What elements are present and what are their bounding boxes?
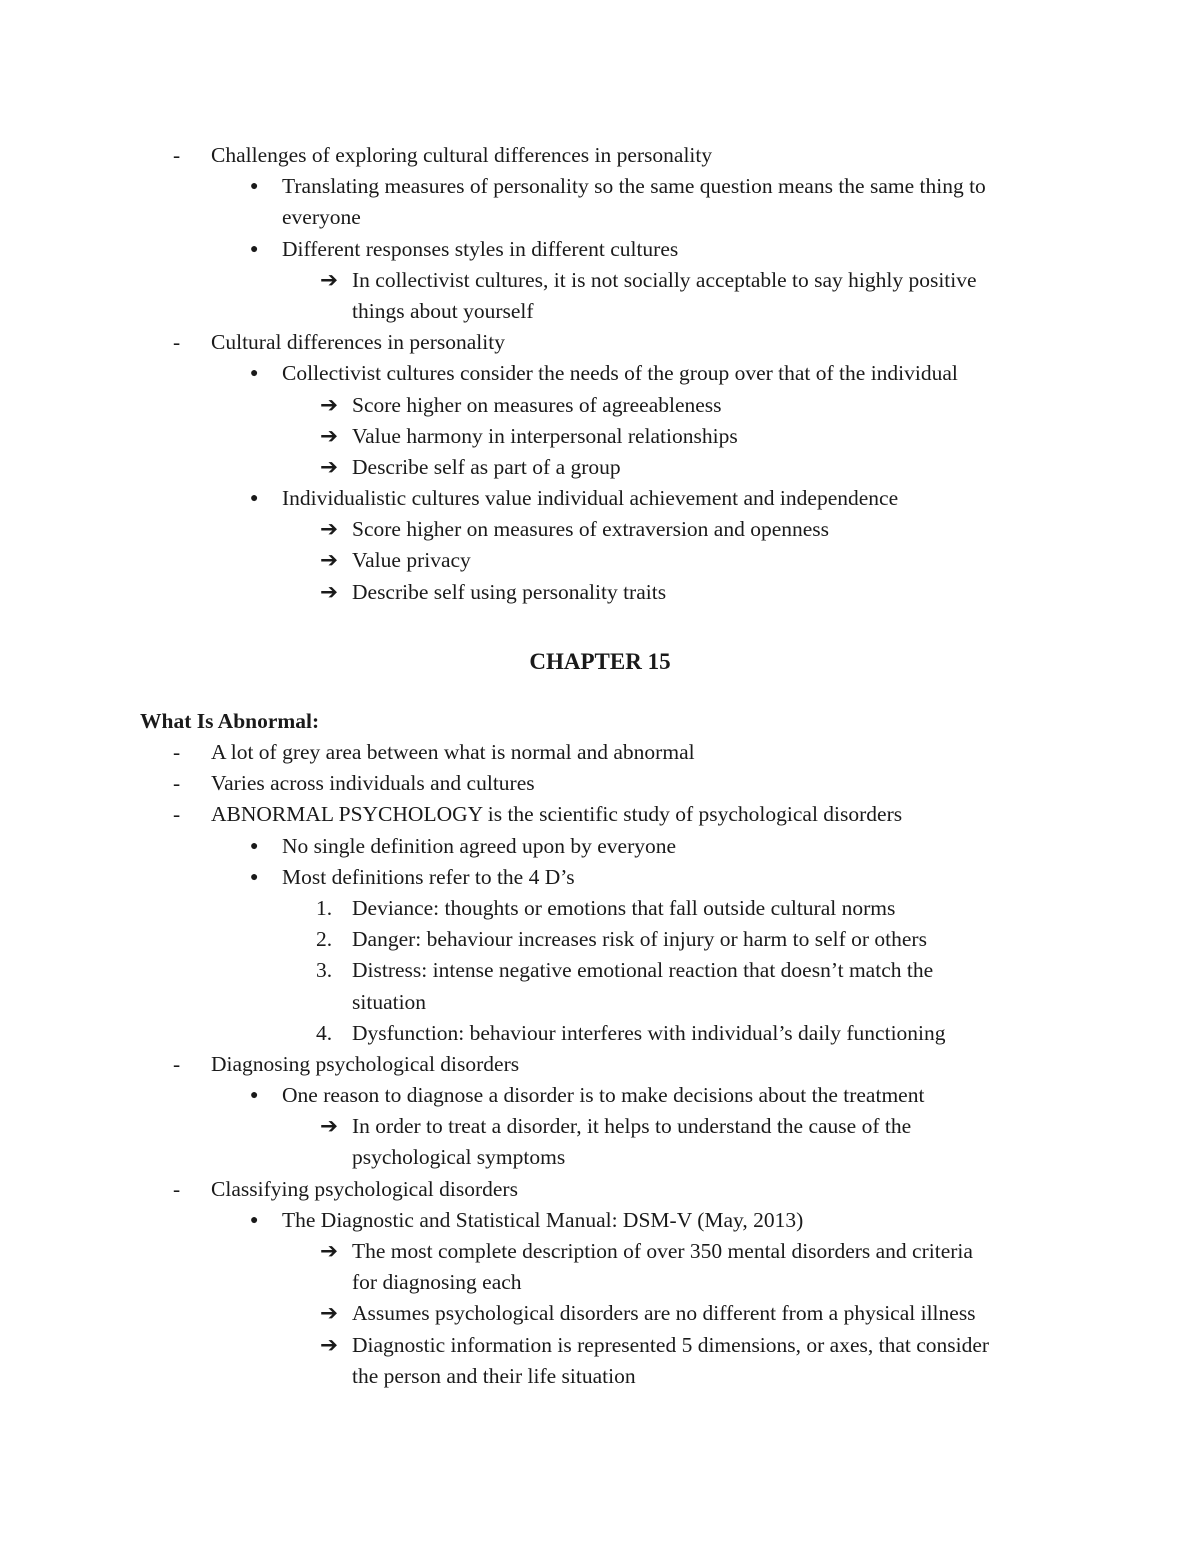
arrow-right-icon: ➔ <box>320 423 339 448</box>
list-line-text: Varies across individuals and cultures <box>211 771 535 796</box>
number-marker: 1. <box>316 895 333 920</box>
list-line-text: for diagnosing each <box>352 1270 522 1295</box>
list-line-text: Value harmony in interpersonal relationships <box>352 423 738 448</box>
list-line-text: Most definitions refer to the 4 D’s <box>282 864 575 889</box>
list-line-text: The Diagnostic and Statistical Manual: DSM-V (May, 2013) <box>282 1207 804 1232</box>
notes-section-abnormal <box>0 737 1200 1392</box>
document-page <box>0 140 1200 1392</box>
list-line-text: Score higher on measures of extraversion and openness <box>352 517 830 542</box>
bullet-icon: ● <box>250 838 259 854</box>
list-line <box>0 893 1200 924</box>
list-line-text: Translating measures of personality so the same question means the same thing to <box>282 174 986 199</box>
list-line-text: the person and their life situation <box>352 1363 636 1388</box>
list-line <box>0 955 1200 986</box>
list-line <box>0 799 1200 830</box>
arrow-right-icon: ➔ <box>320 517 339 542</box>
notes-section-personality <box>0 140 1200 608</box>
list-line-text: Value privacy <box>352 548 471 573</box>
list-line <box>0 296 1200 327</box>
dash-marker: - <box>173 802 181 827</box>
arrow-right-icon: ➔ <box>320 392 339 417</box>
bullet-icon: ● <box>250 179 259 195</box>
list-line-text: Deviance: thoughts or emotions that fall outside cultural norms <box>352 895 896 920</box>
arrow-right-icon: ➔ <box>320 1301 339 1326</box>
arrow-right-icon: ➔ <box>320 267 339 292</box>
dash-marker: - <box>173 1051 181 1076</box>
list-line <box>0 577 1200 608</box>
list-line <box>0 1236 1200 1267</box>
list-line-text: Describe self using personality traits <box>352 579 667 604</box>
list-line <box>0 1298 1200 1329</box>
dash-marker: - <box>173 143 181 167</box>
list-line-text: Different responses styles in different cultures <box>282 236 679 261</box>
list-line <box>0 202 1200 233</box>
dash-marker: - <box>173 771 181 796</box>
bullet-icon: ● <box>250 1212 259 1228</box>
list-line <box>0 1174 1200 1205</box>
number-marker: 2. <box>316 927 333 952</box>
list-line <box>0 390 1200 421</box>
list-line-text: Diagnosing psychological disorders <box>211 1051 520 1076</box>
list-line <box>0 452 1200 483</box>
chapter-heading: CHAPTER 15 <box>529 648 671 674</box>
list-line-text: Describe self as part of a group <box>352 454 621 479</box>
list-line <box>0 1330 1200 1361</box>
list-line <box>0 831 1200 862</box>
list-line <box>0 140 1200 171</box>
list-line <box>0 171 1200 202</box>
list-line-text: ABNORMAL PSYCHOLOGY is the scientific study of psychological disorders <box>211 802 903 827</box>
list-line-text: The most complete description of over 350 mental disorders and criteria <box>352 1239 973 1263</box>
list-line-text: Cultural differences in personality <box>211 330 505 355</box>
arrow-right-icon: ➔ <box>320 1114 339 1139</box>
list-line <box>0 358 1200 389</box>
list-line-text: psychological symptoms <box>352 1145 566 1170</box>
list-line <box>0 514 1200 545</box>
list-line-text: No single definition agreed upon by everyone <box>282 833 677 858</box>
list-line <box>0 1080 1200 1111</box>
list-line-text: everyone <box>282 205 361 230</box>
arrow-right-icon: ➔ <box>320 454 339 479</box>
list-line-text: In collectivist cultures, it is not socially acceptable to say highly positive <box>352 267 977 292</box>
list-line <box>0 768 1200 799</box>
bullet-icon: ● <box>250 241 259 257</box>
list-line <box>0 327 1200 358</box>
list-line <box>0 545 1200 576</box>
list-line <box>0 1142 1200 1173</box>
dash-marker: - <box>173 740 181 764</box>
list-line <box>0 924 1200 955</box>
dash-marker: - <box>173 330 181 355</box>
list-line <box>0 1049 1200 1080</box>
spacer <box>0 608 1200 644</box>
bullet-icon: ● <box>250 1088 259 1104</box>
list-line-text: Distress: intense negative emotional reaction that doesn’t match the <box>352 958 934 983</box>
list-line-text: Challenges of exploring cultural differences in personality <box>211 143 713 167</box>
list-line-text: Danger: behaviour increases risk of injury or harm to self or others <box>352 927 927 952</box>
list-line <box>0 483 1200 514</box>
number-marker: 3. <box>316 958 333 983</box>
list-line-text: situation <box>352 989 427 1014</box>
list-line-text: A lot of grey area between what is normal and abnormal <box>211 740 695 764</box>
arrow-right-icon: ➔ <box>320 1239 339 1263</box>
list-line-text: Individualistic cultures value individual achievement and independence <box>282 486 899 511</box>
list-line-text: In order to treat a disorder, it helps to understand the cause of the <box>352 1114 912 1139</box>
list-line <box>0 862 1200 893</box>
bullet-icon: ● <box>250 869 259 885</box>
bullet-icon: ● <box>250 491 259 507</box>
section-heading-text: What Is Abnormal: <box>140 708 320 733</box>
list-line <box>0 1018 1200 1049</box>
arrow-right-icon: ➔ <box>320 1332 339 1357</box>
list-line <box>0 265 1200 296</box>
list-line-text: Assumes psychological disorders are no different from a physical illness <box>352 1301 976 1326</box>
section-heading <box>0 706 1200 737</box>
arrow-right-icon: ➔ <box>320 579 339 604</box>
list-line <box>0 1267 1200 1298</box>
bullet-icon: ● <box>250 366 259 382</box>
list-line-text: Classifying psychological disorders <box>211 1176 518 1201</box>
list-line <box>0 421 1200 452</box>
spacer <box>0 680 1200 706</box>
list-line <box>0 1111 1200 1142</box>
list-line-text: Collectivist cultures consider the needs of the group over that of the individual <box>282 361 958 386</box>
arrow-right-icon: ➔ <box>320 548 339 573</box>
list-line <box>0 1205 1200 1236</box>
list-line-text: Dysfunction: behaviour interferes with individual’s daily functioning <box>352 1020 946 1045</box>
list-line <box>0 987 1200 1018</box>
list-line-text: things about yourself <box>352 298 534 323</box>
number-marker: 4. <box>316 1020 333 1045</box>
list-line-text: Score higher on measures of agreeableness <box>352 392 722 417</box>
list-line <box>0 737 1200 768</box>
list-line-text: Diagnostic information is represented 5 dimensions, or axes, that consider <box>352 1332 990 1357</box>
list-line <box>0 234 1200 265</box>
list-line <box>0 1361 1200 1392</box>
list-line-text: One reason to diagnose a disorder is to make decisions about the treatment <box>282 1083 925 1108</box>
dash-marker: - <box>173 1176 181 1201</box>
